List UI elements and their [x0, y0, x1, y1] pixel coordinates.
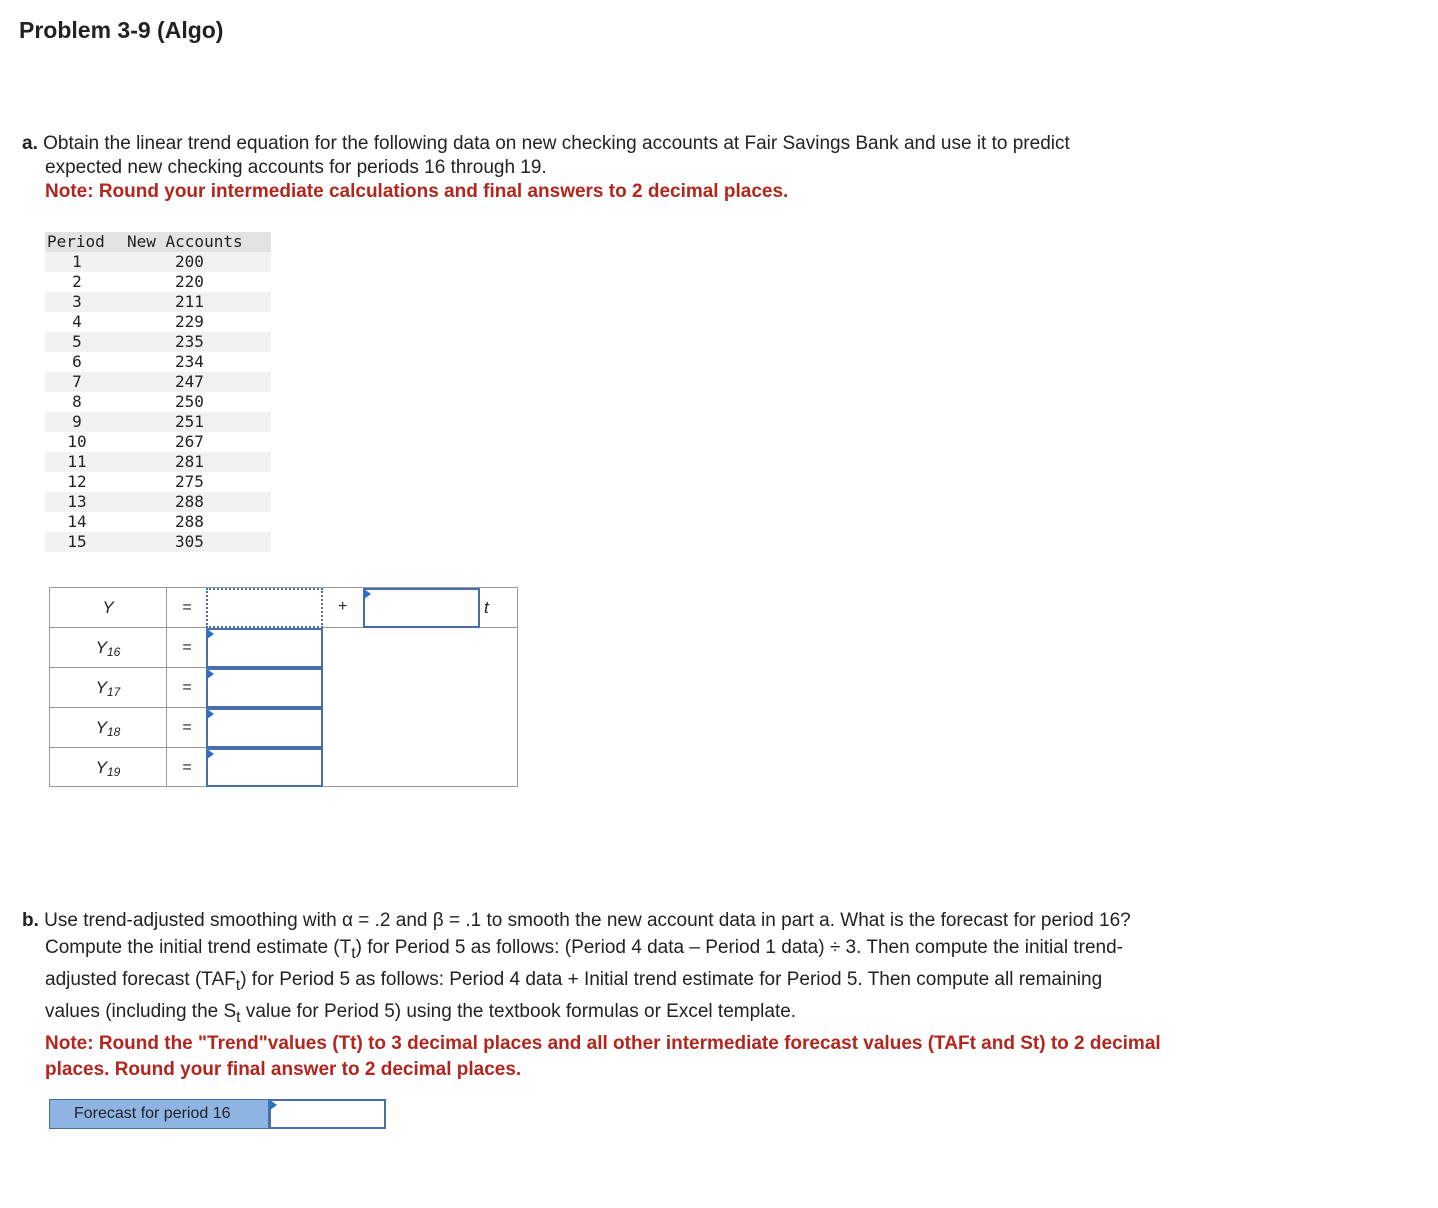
period-cell: 13 — [45, 492, 127, 512]
y17-input[interactable] — [206, 668, 323, 708]
period-cell: 2 — [72, 272, 82, 291]
part-b-line3: adjusted forecast $(TAF_t)$ for Period 5 as follows: Period 4 data + Initial trend estimate for Period 5. Then compute all remaining — [45, 968, 1103, 994]
y18-label: $Y_{18}$ — [95, 718, 121, 739]
table-row — [45, 272, 271, 292]
table-row — [45, 432, 271, 452]
equals-sign: = — [182, 759, 192, 776]
period-cell: 11 — [45, 452, 127, 472]
table-row — [45, 372, 271, 392]
accounts-cell: 281 — [127, 452, 271, 472]
accounts-cell: 251 — [127, 412, 271, 432]
period-cell: 14 — [67, 512, 87, 531]
equals-sign: = — [182, 639, 192, 656]
accounts-cell: 288 — [127, 492, 271, 512]
intercept-input[interactable] — [206, 588, 323, 628]
accounts-cell: 288 — [175, 512, 204, 531]
accounts-cell: 211 — [127, 292, 271, 312]
y-label: Y — [102, 598, 114, 617]
answer-marker-icon — [207, 629, 214, 639]
forecast-input[interactable] — [269, 1099, 386, 1129]
data-table — [45, 232, 271, 552]
period-cell: 5 — [45, 332, 127, 352]
accounts-cell: 247 — [127, 372, 271, 392]
accounts-cell: 234 — [175, 352, 204, 371]
header-period: Period — [45, 232, 127, 252]
period-cell: 6 — [72, 352, 82, 371]
equals-sign: = — [182, 599, 192, 616]
part-a-text-line1: Obtain the linear trend equation for the following data on new checking accounts at Fair Savings Bank and use it to predict — [43, 133, 1070, 154]
table-row — [45, 352, 271, 372]
part-a-text-line2: expected new checking accounts for periods 16 through 19. — [45, 157, 547, 178]
forecast-label: Forecast for period 16 — [49, 1099, 269, 1129]
period-cell: 10 — [67, 432, 87, 451]
equals-sign: = — [182, 719, 192, 736]
table-row — [45, 392, 271, 412]
t-variable: t — [484, 598, 489, 617]
accounts-cell: 200 — [127, 252, 271, 272]
answer-marker-icon — [207, 669, 214, 679]
period-cell: 1 — [45, 252, 127, 272]
part-a-question — [22, 132, 1222, 204]
equals-sign: = — [182, 679, 192, 696]
period-cell: 4 — [72, 312, 82, 331]
accounts-cell: 250 — [175, 392, 204, 411]
period-cell: 3 — [45, 292, 127, 312]
answer-marker-icon — [207, 749, 214, 759]
accounts-cell: 235 — [127, 332, 271, 352]
accounts-cell: 275 — [175, 472, 204, 491]
accounts-cell: 220 — [175, 272, 204, 291]
answer-marker-icon — [207, 709, 214, 719]
plus-sign: + — [338, 598, 348, 615]
part-b-question — [22, 908, 1252, 1082]
table-row — [45, 492, 271, 512]
part-b-line4: values (including the $S_t$ value for Period 5) using the textbook formulas or Excel template. — [45, 1001, 797, 1026]
answer-marker-icon — [270, 1100, 277, 1110]
table-row — [45, 532, 271, 552]
accounts-cell: 229 — [175, 312, 204, 331]
table-row — [45, 512, 271, 532]
header-new-accounts: New Accounts — [127, 232, 271, 252]
table-row — [45, 252, 271, 272]
slope-input[interactable] — [363, 588, 480, 628]
y19-input[interactable] — [206, 748, 323, 787]
table-row — [45, 332, 271, 352]
table-row — [45, 292, 271, 312]
period-cell: 9 — [45, 412, 127, 432]
accounts-cell: 267 — [175, 432, 204, 451]
period-cell: 15 — [45, 532, 127, 552]
y17-label: $Y_{17}$ — [95, 678, 121, 699]
answer-grid — [49, 587, 518, 787]
accounts-cell: 305 — [127, 532, 271, 552]
y16-label: $Y_{16}$ — [95, 638, 121, 659]
answer-marker-icon — [364, 589, 371, 599]
y18-input[interactable] — [206, 708, 323, 748]
table-row — [45, 452, 271, 472]
y19-label: $Y_{19}$ — [95, 758, 121, 779]
part-b-label: b. — [22, 910, 39, 931]
table-row — [45, 412, 271, 432]
page-title: Problem 3-9 (Algo) — [19, 17, 224, 43]
period-cell: 7 — [45, 372, 127, 392]
part-a-note: Note: Round your intermediate calculations and final answers to 2 decimal places. — [45, 181, 789, 202]
part-b-note-line1: Note: Round the "Trend"values (Tt) to 3 decimal places and all other intermediate forecast values (TAFt and St) to 2 decimal — [45, 1033, 1161, 1055]
period-cell: 8 — [72, 392, 82, 411]
part-b-line1: Use trend-adjusted smoothing with α = .2 and β = .1 to smooth the new account data in part a. What is the forecast for period 16? — [44, 910, 1131, 931]
period-cell: 12 — [67, 472, 87, 491]
table-row — [45, 312, 271, 332]
part-a-label: a. — [22, 133, 38, 154]
part-b-note-line2: places. Round your final answer to 2 decimal places. — [45, 1058, 522, 1080]
part-b-line2: Compute the initial trend estimate $(T_t)$ for Period 5 as follows: (Period 4 data – Period 1 data) ÷ 3. Then compute the initial trend- — [45, 936, 1123, 962]
table-row — [45, 472, 271, 492]
y16-input[interactable] — [206, 628, 323, 668]
